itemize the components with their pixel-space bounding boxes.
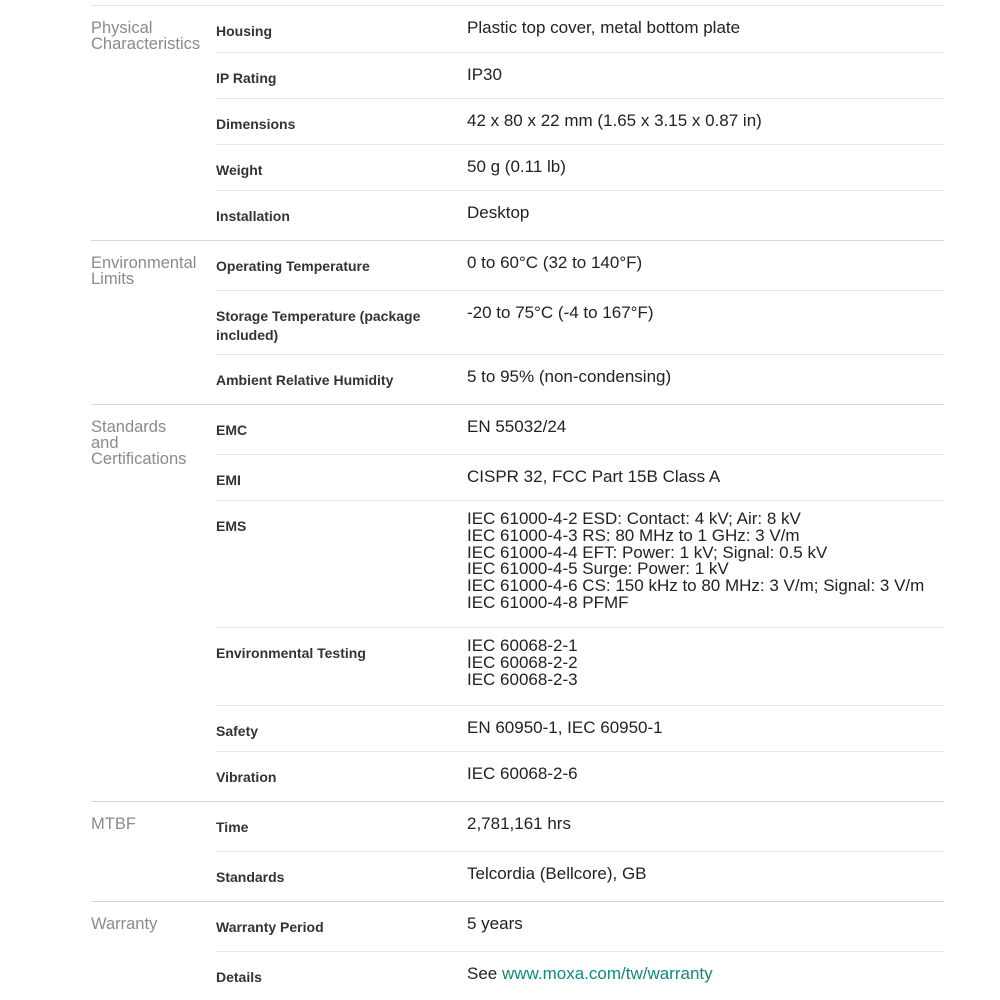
section-title-line: Standards xyxy=(91,418,167,436)
spec-label: EMS xyxy=(216,518,247,534)
section-rows xyxy=(216,241,944,404)
spec-value xyxy=(467,501,944,627)
spec-value xyxy=(467,952,944,997)
section-rows xyxy=(216,6,944,240)
spec-label: EMC xyxy=(216,422,248,438)
spec-label: Ambient Relative Humidity xyxy=(216,372,394,388)
spec-label: EMI xyxy=(216,472,241,488)
spec-label: Housing xyxy=(216,23,272,39)
spec-value-line: IEC 61000-4-8 PFMF xyxy=(467,592,629,612)
spec-row-storage-temperature xyxy=(216,291,944,355)
spec-value: Desktop xyxy=(467,203,530,222)
spec-value: -20 to 75°C (-4 to 167°F) xyxy=(467,303,654,322)
spec-label: Operating Temperature xyxy=(216,258,370,274)
spec-value xyxy=(467,628,944,705)
section-title-line: Limits xyxy=(91,270,135,288)
section-title xyxy=(91,241,216,404)
spec-value-line: IEC 61000-4-5 Surge: Power: 1 kV xyxy=(467,559,729,579)
spec-value-line: IEC 61000-4-2 ESD: Contact: 4 kV; Air: 8 kV xyxy=(467,509,801,528)
section-title-line: and xyxy=(91,434,119,452)
spec-value: Plastic top cover, metal bottom plate xyxy=(467,18,741,37)
spec-row-details xyxy=(216,952,944,997)
spec-row-weight xyxy=(216,145,944,191)
section-mtbf xyxy=(91,802,944,902)
spec-value: 2,781,161 hrs xyxy=(467,814,571,833)
spec-value-line: IEC 61000-4-6 CS: 150 kHz to 80 MHz: 3 V/m; Signal: 3 V/m xyxy=(467,576,925,596)
spec-value-line: IEC 60068-2-1 xyxy=(467,636,578,655)
spec-value: CISPR 32, FCC Part 15B Class A xyxy=(467,467,721,486)
section-title xyxy=(91,902,216,997)
spec-value: 5 to 95% (non-condensing) xyxy=(467,367,672,386)
spec-label: Safety xyxy=(216,723,259,739)
spec-value: 42 x 80 x 22 mm (1.65 x 3.15 x 0.87 in) xyxy=(467,111,762,130)
spec-label: Vibration xyxy=(216,769,277,785)
spec-label: Weight xyxy=(216,162,263,178)
section-title xyxy=(91,802,216,901)
section-title-line: Environmental xyxy=(91,254,197,272)
spec-row-ip-rating xyxy=(216,53,944,99)
section-title-line: Physical xyxy=(91,19,153,37)
spec-value-line: IEC 61000-4-4 EFT: Power: 1 kV; Signal: 0.5 kV xyxy=(467,542,828,562)
spec-row-ems xyxy=(216,501,944,628)
spec-label: Details xyxy=(216,969,262,985)
details-prefix: See xyxy=(467,964,502,983)
spec-value: 5 years xyxy=(467,914,523,933)
spec-row-housing xyxy=(216,6,944,53)
spec-label: Storage Temperature (package included) xyxy=(216,308,421,343)
spec-row-installation xyxy=(216,191,944,240)
spec-row-emi xyxy=(216,455,944,501)
spec-value: IEC 60068-2-6 xyxy=(467,764,578,783)
spec-row-dimensions xyxy=(216,99,944,145)
section-rows xyxy=(216,802,944,901)
spec-row-operating-temperature xyxy=(216,241,944,291)
spec-label: Warranty Period xyxy=(216,919,324,935)
spec-value-line: IEC 60068-2-3 xyxy=(467,669,578,689)
spec-row-safety xyxy=(216,706,944,752)
spec-row-vibration xyxy=(216,752,944,801)
section-environmental-limits xyxy=(91,241,944,405)
section-standards-certifications xyxy=(91,405,944,802)
section-title-line: Warranty xyxy=(91,915,158,933)
spec-label: Dimensions xyxy=(216,116,296,132)
spec-row-ambient-humidity xyxy=(216,355,944,404)
section-title-line: MTBF xyxy=(91,815,136,833)
section-rows xyxy=(216,902,944,997)
spec-value: 50 g (0.11 lb) xyxy=(467,157,566,176)
section-title-line: Characteristics xyxy=(91,35,201,53)
spec-row-warranty-period xyxy=(216,902,944,952)
spec-label: IP Rating xyxy=(216,70,277,86)
spec-value-line: IEC 61000-4-3 RS: 80 MHz to 1 GHz: 3 V/m xyxy=(467,525,800,545)
section-title xyxy=(91,405,216,801)
section-warranty xyxy=(91,902,944,997)
section-rows xyxy=(216,405,944,801)
spec-value: IP30 xyxy=(467,65,502,84)
spec-value: EN 60950-1, IEC 60950-1 xyxy=(467,718,663,737)
section-physical-characteristics xyxy=(91,6,944,241)
spec-row-emc xyxy=(216,405,944,455)
warranty-link[interactable]: www.moxa.com/tw/warranty xyxy=(501,964,713,983)
spec-label: Time xyxy=(216,819,249,835)
spec-row-standards xyxy=(216,852,944,901)
spec-table xyxy=(91,5,944,997)
spec-value-line: IEC 60068-2-2 xyxy=(467,652,578,672)
section-title xyxy=(91,6,216,240)
spec-label: Environmental Testing xyxy=(216,645,366,661)
spec-label: Standards xyxy=(216,869,285,885)
section-title-line: Certifications xyxy=(91,450,187,468)
spec-row-environmental-testing xyxy=(216,628,944,706)
spec-row-time xyxy=(216,802,944,852)
spec-value: EN 55032/24 xyxy=(467,417,567,436)
spec-value: Telcordia (Bellcore), GB xyxy=(467,864,647,883)
spec-value: 0 to 60°C (32 to 140°F) xyxy=(467,253,643,272)
spec-label: Installation xyxy=(216,208,290,224)
